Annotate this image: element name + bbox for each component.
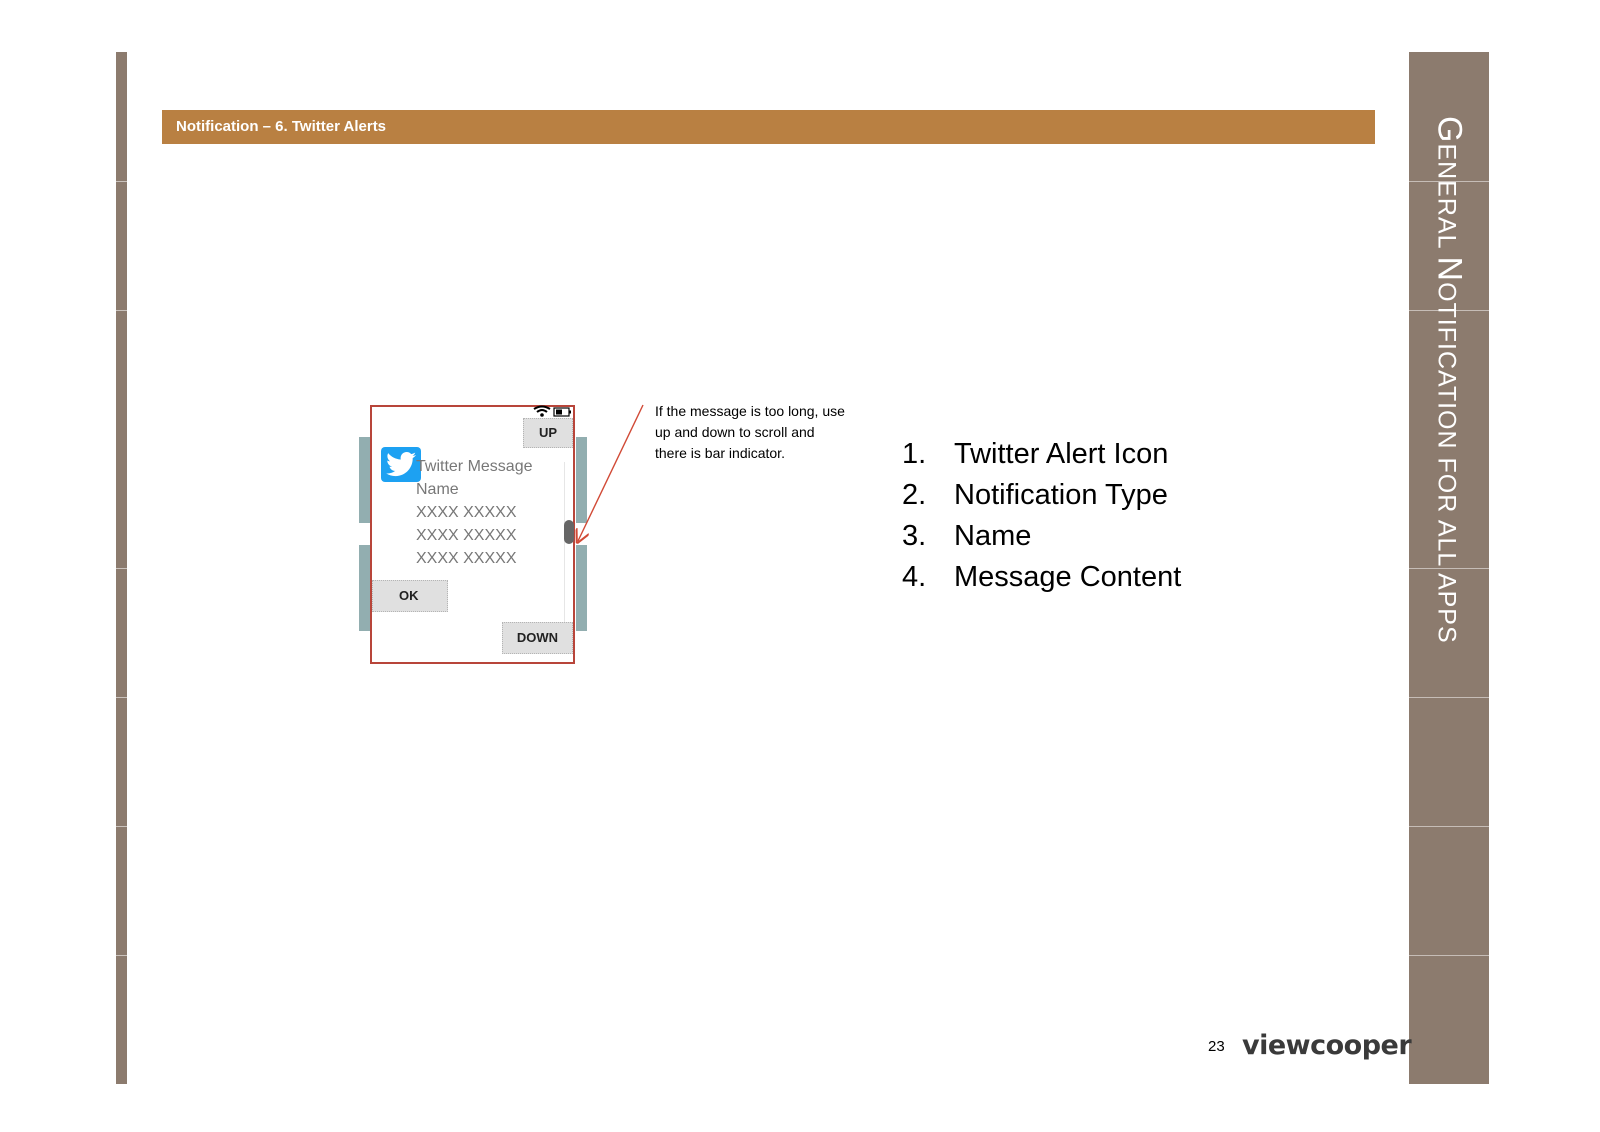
list-item: 2. Notification Type (902, 479, 1168, 511)
list-item: 1. Twitter Alert Icon (902, 438, 1169, 470)
viewcooper-logo: viewcooper (1242, 1030, 1412, 1061)
scroll-callout-note: If the message is too long, use up and down to scroll and there is bar indicator. (655, 403, 845, 461)
message-content-line: XXXX XXXXX (416, 550, 517, 567)
section-title-vertical: GENERAL NOTIFICATION FOR ALL APPS (1430, 116, 1469, 644)
list-item: 3. Name (902, 520, 1032, 552)
message-content-line: XXXX XXXXX (416, 504, 517, 521)
notification-type-text: Twitter Message (416, 458, 533, 475)
up-button[interactable]: UP (523, 418, 573, 448)
message-content-line: XXXX XXXXX (416, 527, 517, 544)
sender-name-text: Name (416, 481, 459, 498)
list-item: 4. Message Content (902, 561, 1182, 593)
feature-list (902, 434, 1181, 598)
ok-button[interactable]: OK (372, 580, 448, 612)
down-button[interactable]: DOWN (502, 622, 573, 654)
slide-title: Notification – 6. Twitter Alerts (176, 118, 387, 135)
page-number: 23 (1208, 1038, 1225, 1055)
